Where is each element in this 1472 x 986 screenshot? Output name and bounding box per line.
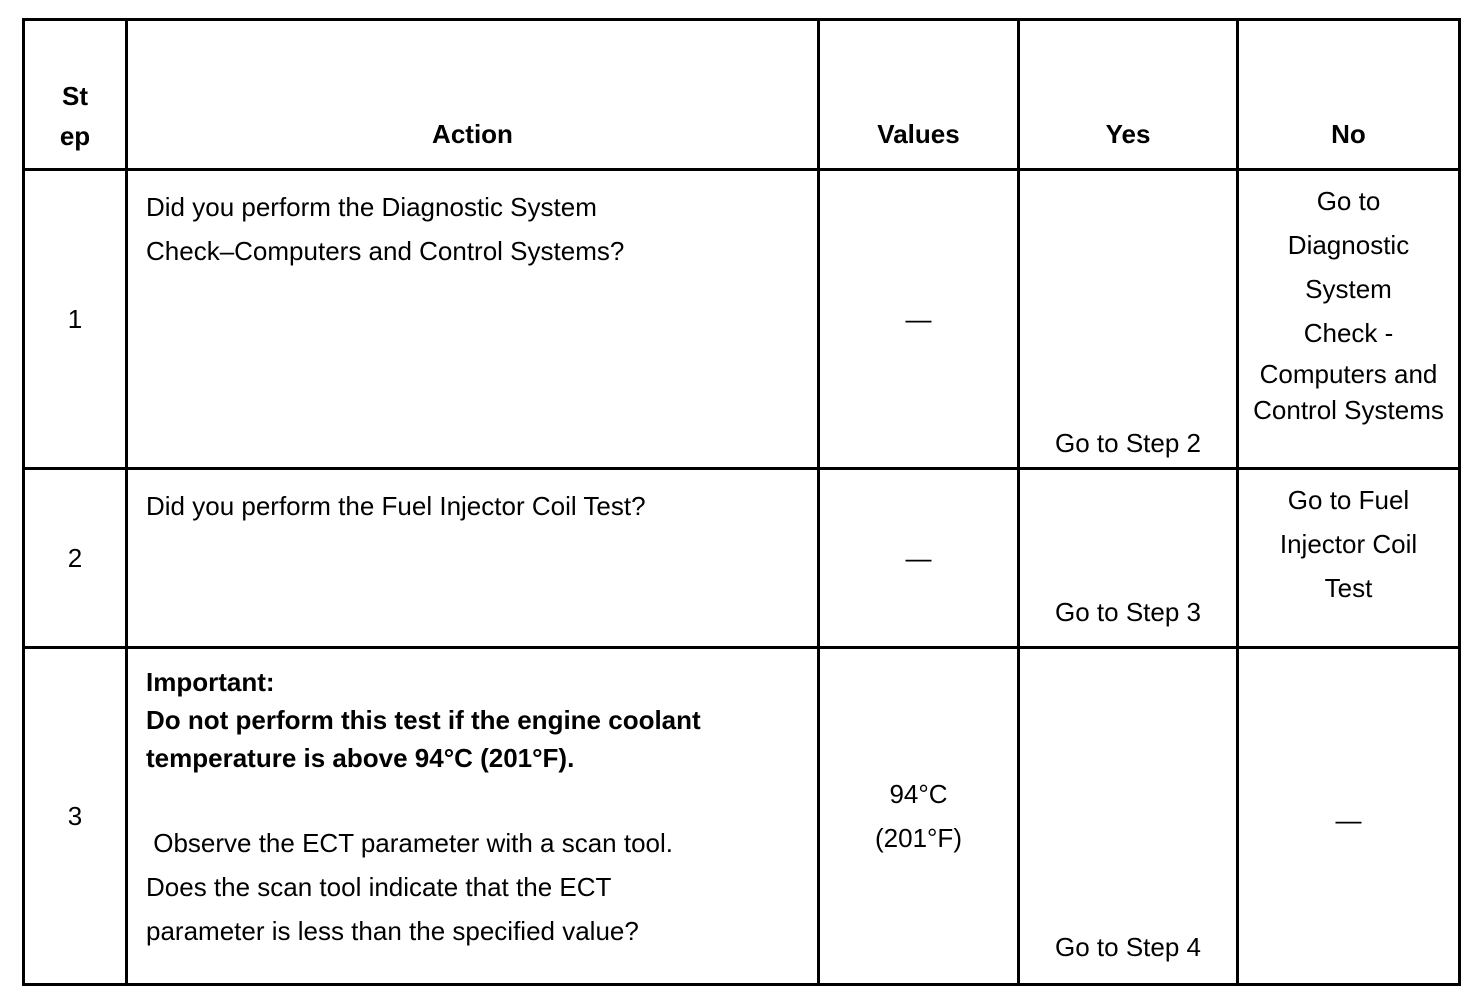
go-to-diagnostic-system-check-link[interactable]: [1239, 179, 1458, 427]
action-line: Observe the ECT parameter with a scan tool.: [146, 828, 673, 858]
table-row-step-1: [24, 170, 1460, 469]
go-to-fuel-injector-coil-test-link[interactable]: [1239, 478, 1458, 610]
header-step-line2: ep: [59, 121, 91, 151]
important-text: temperature is above 94°C (201°F).: [146, 743, 575, 773]
header-step: [24, 20, 127, 170]
action-line: Did you perform the Fuel Injector Coil Test?: [146, 491, 646, 521]
header-step-line1: St: [62, 81, 88, 111]
action-line: parameter is less than the specified value?: [146, 916, 639, 946]
diagnostic-table: [22, 18, 1461, 986]
important-label: Important:: [146, 667, 275, 697]
no-line: Go to: [1316, 186, 1381, 216]
header-action: Action: [127, 20, 819, 170]
no-line: Go to Fuel: [1287, 485, 1410, 515]
action-line: Does the scan tool indicate that the ECT: [146, 872, 612, 902]
go-to-step-4-link[interactable]: Go to Step 4: [1055, 932, 1201, 962]
no-line: Control Systems: [1253, 395, 1444, 425]
no-cell: [1238, 170, 1460, 469]
table-row-step-2: [24, 469, 1460, 648]
yes-cell: [1019, 469, 1238, 648]
step-number: 1: [24, 170, 127, 469]
value-celsius: 94°C: [889, 779, 948, 809]
step-number: 3: [24, 648, 127, 985]
no-cell: [1238, 469, 1460, 648]
value-cell: —: [819, 469, 1019, 648]
spacer: [146, 777, 817, 821]
action-cell: [127, 469, 819, 648]
yes-cell: [1019, 170, 1238, 469]
no-line: Injector Coil: [1279, 529, 1418, 559]
go-to-step-3-link[interactable]: Go to Step 3: [1055, 597, 1201, 627]
no-line: Test: [1324, 573, 1373, 603]
header-row: [24, 20, 1460, 170]
no-cell: —: [1238, 648, 1460, 985]
value-cell: —: [819, 170, 1019, 469]
header-no: No: [1238, 20, 1460, 170]
yes-cell: [1019, 648, 1238, 985]
action-line: Did you perform the Diagnostic System: [146, 192, 597, 222]
action-cell: [127, 648, 819, 985]
no-line: Computers and: [1259, 359, 1438, 389]
no-line: System: [1305, 274, 1392, 304]
step-number: 2: [24, 469, 127, 648]
no-line: Check -: [1303, 318, 1394, 348]
action-cell: [127, 170, 819, 469]
value-fahrenheit: (201°F): [875, 823, 962, 853]
important-text: Do not perform this test if the engine coolant: [146, 705, 701, 735]
header-yes: Yes: [1019, 20, 1238, 170]
table-row-step-3: [24, 648, 1460, 985]
value-cell: [819, 648, 1019, 985]
go-to-step-2-link[interactable]: Go to Step 2: [1055, 428, 1201, 458]
no-line: Diagnostic: [1287, 230, 1410, 260]
header-values: Values: [819, 20, 1019, 170]
action-line: Check–Computers and Control Systems?: [146, 236, 625, 266]
